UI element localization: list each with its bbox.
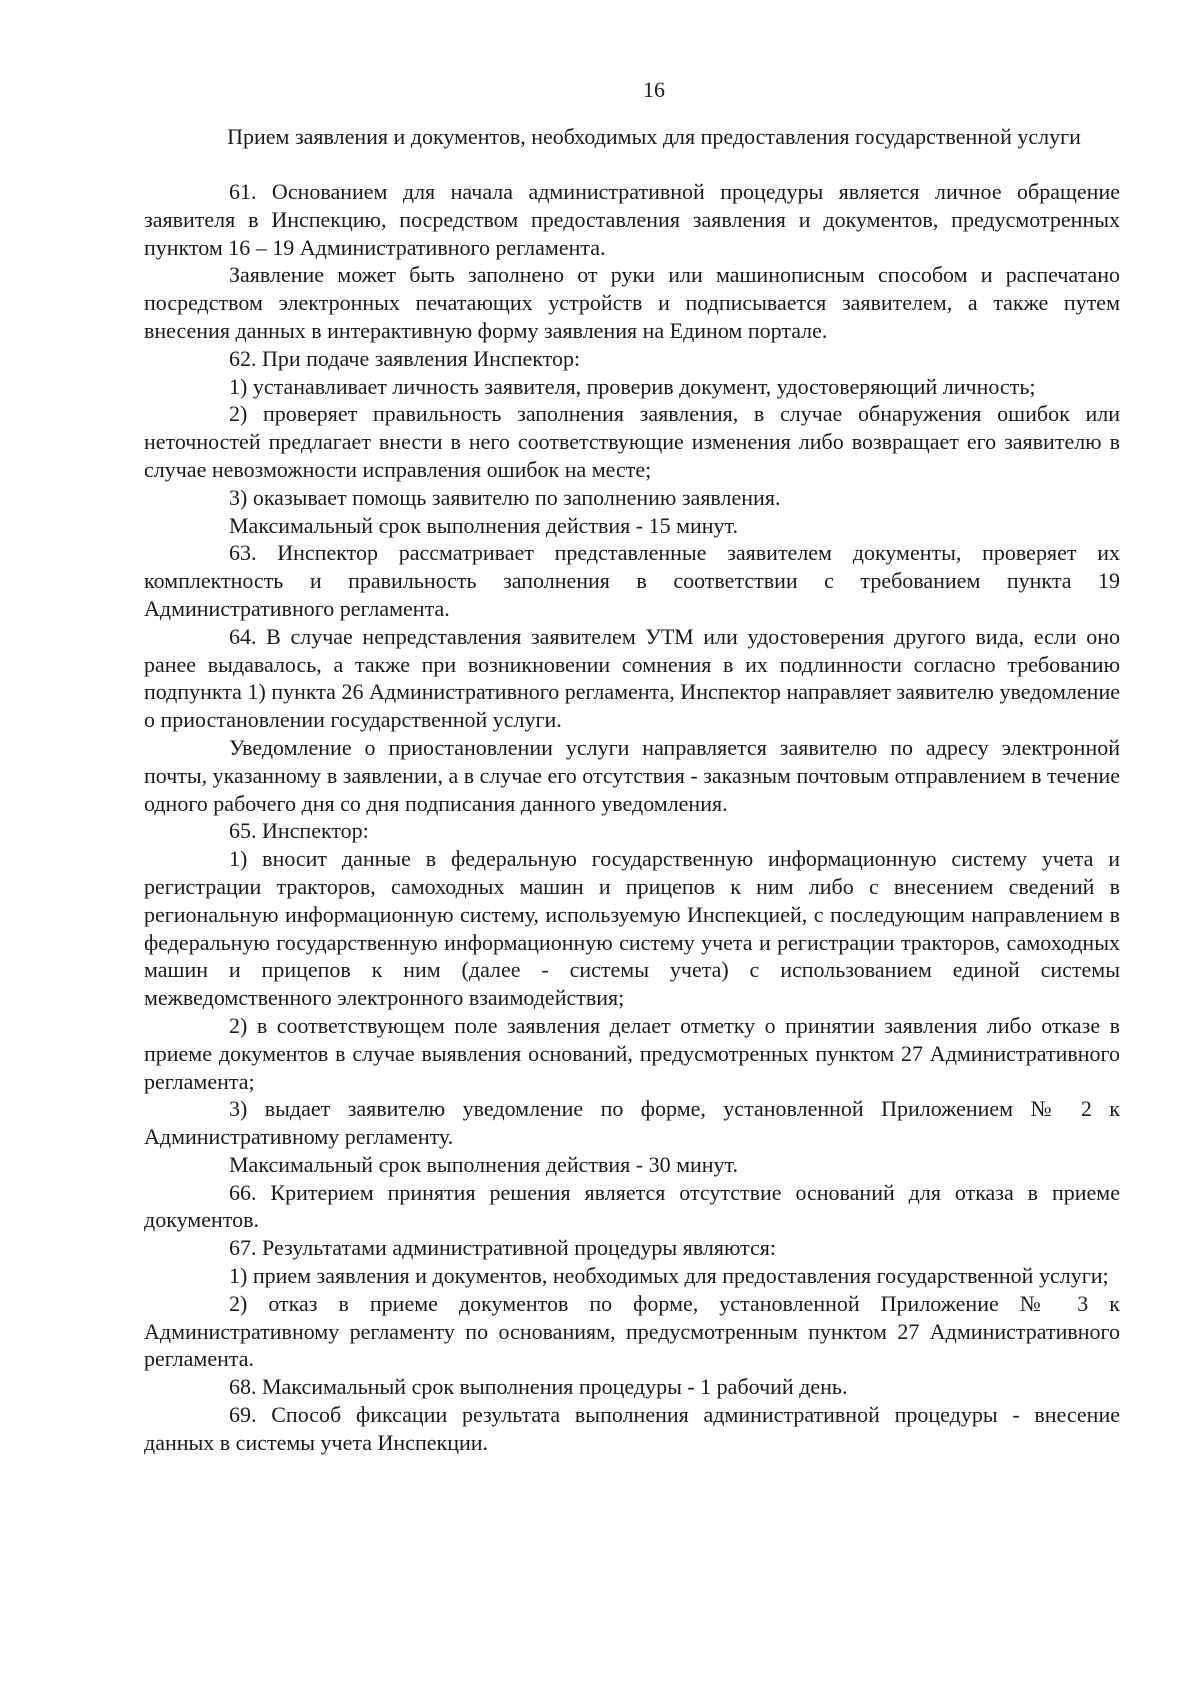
paragraph: 62. При подаче заявления Инспектор:: [229, 345, 581, 371]
paragraph: 66. Критерием принятия решения является отсутствие оснований для отказа в приеме документов.: [144, 1179, 1120, 1233]
paragraph: 3) выдает заявителю уведомление по форме, установленной Приложением № 2 к Административному регламенту.: [144, 1096, 1120, 1150]
paragraph: 61. Основанием для начала административной процедуры является личное обращение заявителя в Инспекцию, посредством предоставления заявления и документов, предусмотренных пунктом 16 – 19 Административного регламента.: [144, 179, 1120, 260]
paragraph: 68. Максимальный срок выполнения процедуры - 1 рабочий день.: [229, 1374, 848, 1400]
paragraph: Максимальный срок выполнения действия - 30 минут.: [229, 1151, 739, 1177]
section-title: Прием заявления и документов, необходимых для предоставления государственной услуги: [227, 124, 1081, 149]
paragraph: 2) отказ в приеме документов по форме, установленной Приложение № 3 к Административному регламенту по основаниям, предусмотренным пунктом 27 Административного регламента.: [144, 1290, 1120, 1372]
paragraph: 1) устанавливает личность заявителя, проверив документ, удостоверяющий личность;: [229, 373, 1036, 399]
page-number: 16: [643, 77, 665, 102]
paragraph: Уведомление о приостановлении услуги направляется заявителю по адресу электронной почты, указанному в заявлении, а в случае его отсутствия - заказным почтовым отправлением в течение одного рабочего дня со дня подписания данного уведомления.: [144, 734, 1120, 816]
paragraph: Максимальный срок выполнения действия - 15 минут.: [229, 512, 739, 538]
document-body: [144, 178, 1120, 1457]
paragraph: 69. Способ фиксации результата выполнения административной процедуры - внесение данных в системы учета Инспекции.: [144, 1402, 1120, 1455]
paragraph: 1) прием заявления и документов, необходимых для предоставления государственной услуги;: [229, 1263, 1109, 1289]
paragraph: 2) проверяет правильность заполнения заявления, в случае обнаружения ошибок или неточностей предлагает внести в него соответствующие изменения либо возвращает его заявителю в случае невозможности исправления ошибок на месте;: [144, 401, 1120, 482]
paragraph: 63. Инспектор рассматривает представленные заявителем документы, проверяет их комплектность и правильность заполнения в соответствии с требованием пункта 19 Административного регламента.: [144, 540, 1120, 621]
paragraph: 65. Инспектор:: [229, 818, 369, 844]
paragraph: 2) в соответствующем поле заявления делает отметку о принятии заявления либо отказе в приеме документов в случае выявления оснований, предусмотренных пунктом 27 Административного регламента;: [144, 1012, 1120, 1094]
paragraph: 3) оказывает помощь заявителю по заполнению заявления.: [229, 484, 781, 510]
paragraph: 64. В случае непредставления заявителем УТМ или удостоверения другого вида, если оно ранее выдавалось, а также при возникновении сомнения в их подлинности согласно требованию подпункта 1) пункта 26 Административного регламента, Инспектор направляет заявителю уведомление о приостановлении государственной услуги.: [144, 623, 1120, 733]
document-page: [144, 70, 1120, 1457]
paragraph: Заявление может быть заполнено от руки или машинописным способом и распечатано посредством электронных печатающих устройств и подписывается заявителем, а также путем внесения данных в интерактивную форму заявления на Едином портале.: [144, 262, 1120, 343]
paragraph: 67. Результатами административной процедуры являются:: [229, 1235, 777, 1261]
paragraph: 1) вносит данные в федеральную государственную информационную систему учета и регистрации тракторов, самоходных машин и прицепов к ним либо с внесением сведений в региональную информационную систему, используемую Инспекцией, с последующим направлением в федеральную государственную информационную систему учета и регистрации тракторов, самоходных машин и прицепов к ним (далее - системы учета) с использованием единой системы межведомственного электронного взаимодействия;: [144, 846, 1120, 1011]
